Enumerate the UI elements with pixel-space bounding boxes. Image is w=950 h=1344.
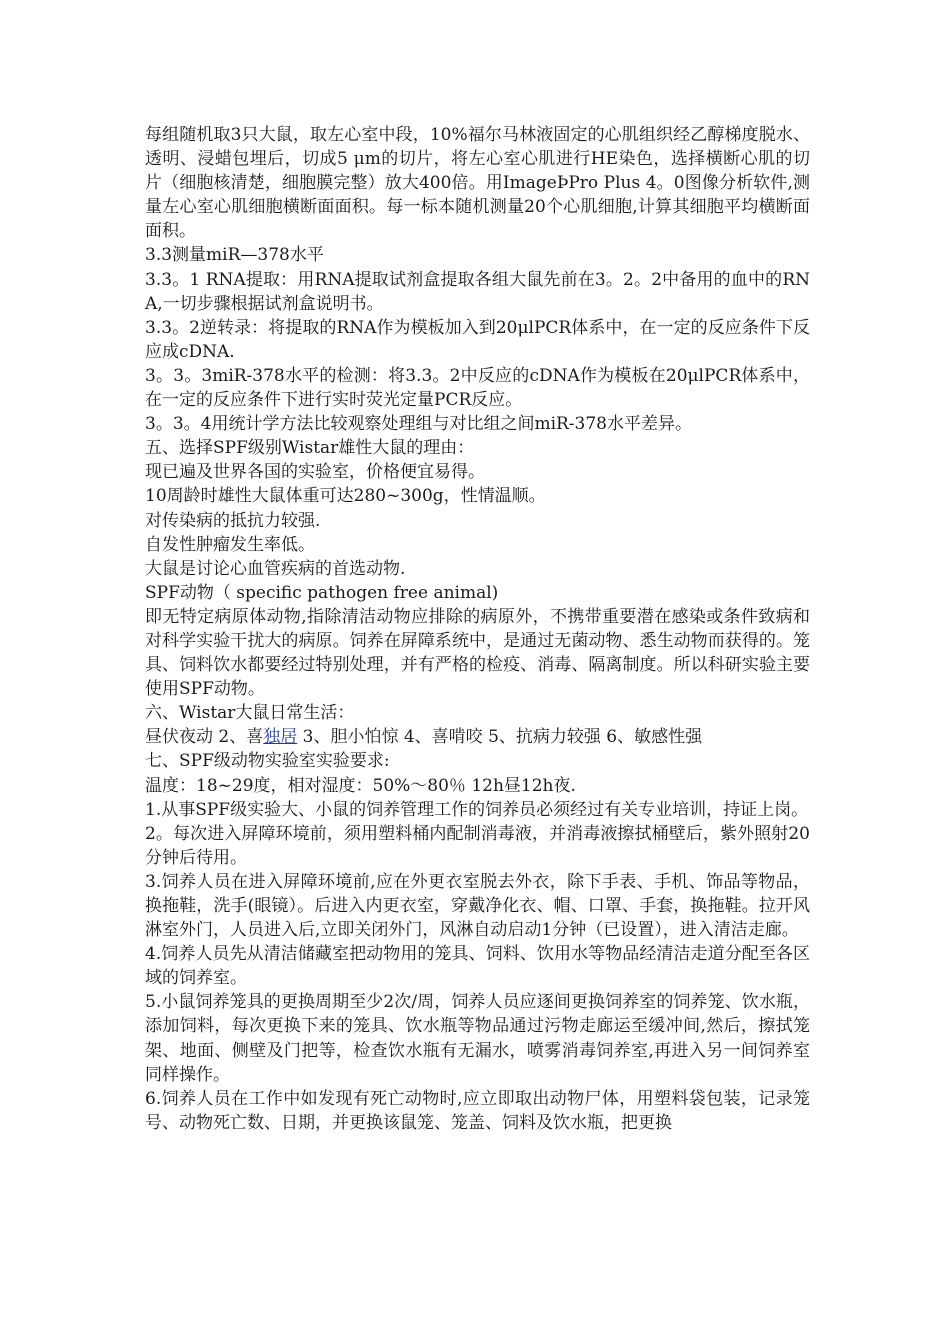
requirement-item-1: 1.从事SPF级实验大、小鼠的饲养管理工作的饲养员必须经过有关专业培训，持证上岗。 xyxy=(145,799,809,820)
paragraph-statistics: 3。3。4用统计学方法比较观察处理组与对比组之间miR-378水平差异。 xyxy=(145,414,692,435)
requirement-item-6: 6.饲养人员在工作中如发现有死亡动物时,应立即取出动物尸体，用塑料袋包装，记录笼号、动物死亡数、日期，并更换该鼠笼、笼盖、饲料及饮水瓶，把更换 xyxy=(145,1088,810,1133)
reason-item-3: 对传染病的抵抗力较强. xyxy=(145,510,321,531)
heading-spf-animal: SPF动物（ specific pathogen free animal) xyxy=(145,582,499,603)
paragraph-reverse-transcription: 3.3。2逆转录：将提取的RNA作为模板加入到20μlPCR体系中，在一定的反应条件下反应成cDNA. xyxy=(145,317,810,362)
habits-text-after: 3、胆小怕惊 4、喜啃咬 5、抗病力较强 6、敏感性强 xyxy=(297,727,703,748)
paragraph-environment-conditions: 温度：18~29度，相对湿度：50%～80％ 12h昼12h夜. xyxy=(145,775,576,796)
reason-item-1: 现已遍及世界各国的实验室，价格便宜易得。 xyxy=(145,462,485,483)
heading-spf-lab-requirements: 七、SPF级动物实验室实验要求: xyxy=(145,751,390,772)
reason-item-5: 大鼠是讨论心血管疾病的首选动物. xyxy=(145,558,406,579)
habits-text-before: 昼伏夜动 2、喜 xyxy=(145,727,264,748)
heading-mir378-measurement: 3.3测量miR—378水平 xyxy=(145,245,324,266)
requirement-item-5: 5.小鼠饲养笼具的更换周期至少2次/周，饲养人员应逐间更换饲养室的饲养笼、饮水瓶，添加饲料，每次更换下来的笼具、饮水瓶等物品通过污物走廊运至缓冲间,然后，擦拭笼架、地面、侧壁及门把等，检查饮水瓶有无漏水，喷雾消毒饲养室,再进入另一间饲养室同样操作。 xyxy=(145,992,810,1085)
reason-item-4: 自发性肿瘤发生率低。 xyxy=(145,534,315,555)
requirement-item-2: 2。每次进入屏障环境前，须用塑料桶内配制消毒液，并消毒液擦拭桶壁后，紫外照射20分钟后待用。 xyxy=(145,823,810,868)
paragraph-rna-extraction: 3.3。1 RNA提取：用RNA提取试剂盒提取各组大鼠先前在3。2。2中备用的血中的RNA,一切步骤根据试剂盒说明书。 xyxy=(145,269,810,314)
requirement-item-4: 4.饲养人员先从清洁储藏室把动物用的笼具、饲料、饮用水等物品经清洁走道分配至各区域的饲养室。 xyxy=(145,944,810,989)
document-body xyxy=(145,123,810,1135)
requirement-item-3: 3.饲养人员在进入屏障环境前,应在外更衣室脱去外衣，除下手表、手机、饰品等物品，换拖鞋，洗手(眼镜）。后进入内更衣室，穿戴净化衣、帽、口罩、手套，换拖鞋。拉开风淋室外门，人员进入后,立即关闭外门，风淋自动启动1分钟（已设置），进入清洁走廊。 xyxy=(145,871,810,941)
habits-link-solitary[interactable]: 独居 xyxy=(263,727,298,748)
paragraph-habits xyxy=(145,725,810,749)
heading-wistar-reasons: 五、选择SPF级别Wistar雄性大鼠的理由： xyxy=(145,438,475,459)
paragraph-spf-definition: 即无特定病原体动物,指除清洁动物应排除的病原外，不携带重要潜在感染或条件致病和对科学实验干扰大的病原。饲养在屏障系统中，是通过无菌动物、悉生动物而获得的。笼具、饲料饮水都要经过特别处理，并有严格的检疫、消毒、隔离制度。所以科研实验主要使用SPF动物。 xyxy=(145,606,810,700)
reason-item-2: 10周龄时雄性大鼠体重可达280~300g，性情温顺。 xyxy=(145,486,546,507)
heading-wistar-daily-life: 六、Wistar大鼠日常生活： xyxy=(145,703,355,724)
paragraph-histology-method: 每组随机取3只大鼠，取左心室中段，10%福尔马林液固定的心肌组织经乙醇梯度脱水、透明、浸蜡包埋后，切成5 μm的切片，将左心室心肌进行HE染色，选择横断心肌的切片（细胞核清楚，细胞膜完整）放大400倍。用ImageÞPro Plus 4。0图像分析软件,测量左心室心肌细胞横断面面积。每一标本随机测量20个心肌细胞,计算其细胞平均横断面面积。 xyxy=(145,125,810,242)
paragraph-mir378-detection: 3。3。3miR-378水平的检测：将3.3。2中反应的cDNA作为模板在20μlPCR体系中，在一定的反应条件下进行实时荧光定量PCR反应。 xyxy=(145,365,810,411)
